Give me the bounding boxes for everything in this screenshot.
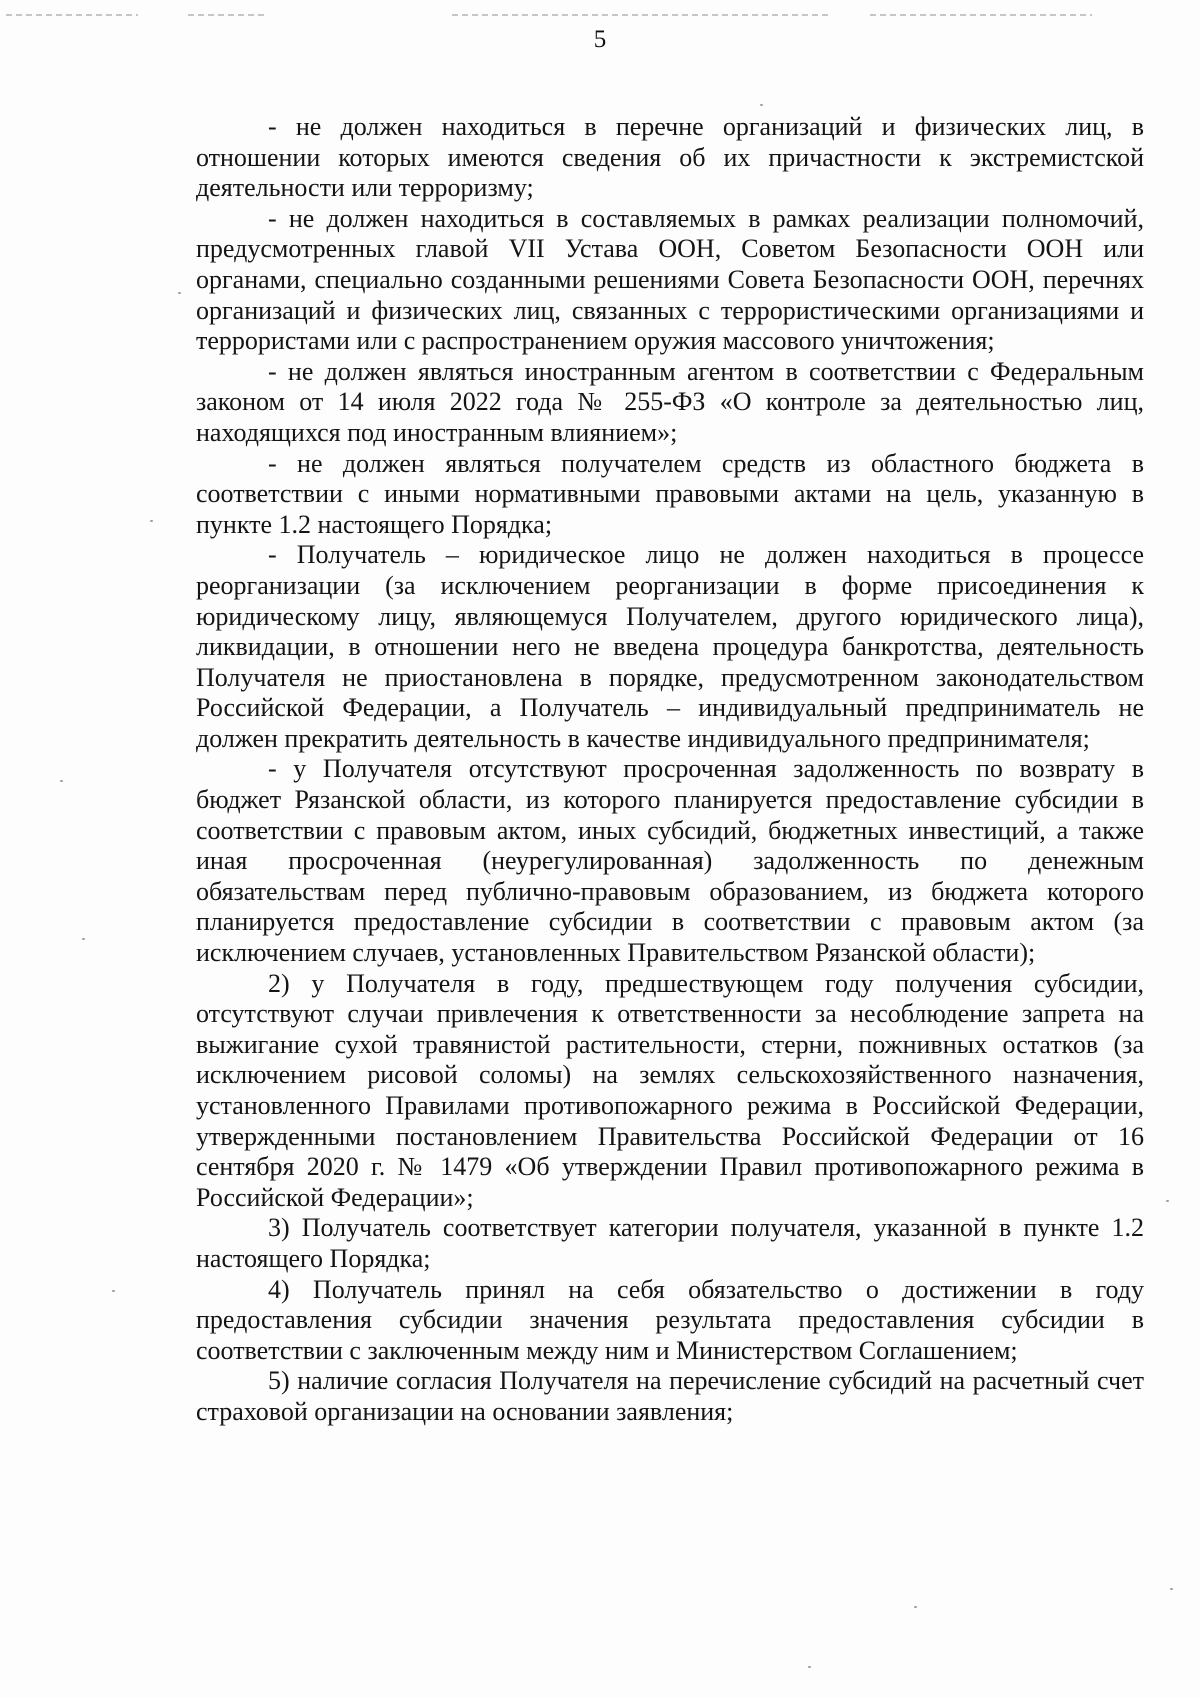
paragraph: - не должен являться иностранным агентом в соответствии с Федеральным законом от 14 июля 2022 года № 255-ФЗ «О контроле за деятельностью лиц, находящихся под иностранным влиянием»; — [196, 356, 1144, 447]
scan-speck — [178, 292, 181, 294]
scan-edge-mark — [6, 14, 138, 16]
scan-speck — [1166, 1200, 1169, 1202]
scan-speck — [150, 520, 153, 522]
paragraph: - у Получателя отсутствуют просроченная задолженность по возврату в бюджет Рязанской области, из которого планируется предоставление субсидии в соответствии с правовым актом, иных субсидий, бюджетных инвестиций, а также иная просроченная (неурегулированная) задолженность по денежным обязательствам перед публично-правовым образованием, из бюджета которого планируется предоставление субсидии в соответствии с правовым актом (за исключением случаев, установленных Правительством Рязанской области); — [196, 754, 1144, 968]
scan-speck — [760, 104, 763, 106]
scan-edge-mark — [452, 14, 832, 16]
paragraph: 2) у Получателя в году, предшествующем году получения субсидии, отсутствуют случаи привлечения к ответственности за несоблюдение запрета на выжигание сухой травянистой растительности, стерни, пожнивных остатков (за исключением рисовой соломы) на землях сельскохозяйственного назначения, установленного Правилами противопожарного режима в Российской Федерации, утвержденными постановлением Правительства Российской Федерации от 16 сентября 2020 г. № 1479 «Об утверждении Правил противопожарного режима в Российской Федерации»; — [196, 968, 1144, 1212]
paragraph: 3) Получатель соответствует категории получателя, указанной в пункте 1.2 настоящего Порядка; — [196, 1213, 1144, 1273]
scan-speck — [914, 1606, 917, 1608]
scan-speck — [82, 938, 85, 940]
scan-speck — [112, 1290, 115, 1292]
paragraph: 5) наличие согласия Получателя на перечисление субсидий на расчетный счет страховой организации на основании заявления; — [196, 1366, 1144, 1426]
paragraph: - Получатель – юридическое лицо не должен находиться в процессе реорганизации (за исключением реорганизации в форме присоединения к юридическому лицу, являющемуся Получателем, другого юридического лица), ликвидации, в отношении него не введена процедура банкротства, деятельность Получателя не приостановлена в порядке, предусмотренном законодательством Российской Федерации, а Получатель – индивидуальный предприниматель не должен прекратить деятельность в качестве индивидуального предпринимателя; — [196, 540, 1144, 753]
document-body — [196, 112, 1144, 1428]
scan-edge-mark — [870, 14, 1092, 16]
scan-speck — [1170, 1588, 1173, 1590]
paragraph: - не должен находиться в перечне организаций и физических лиц, в отношении которых имеются сведения об их причастности к экстремистской деятельности или терроризму; — [196, 112, 1144, 203]
paragraph: - не должен находиться в составляемых в рамках реализации полномочий, предусмотренных главой VII Устава ООН, Советом Безопасности ООН или органами, специально созданными решениями Совета Безопасности ООН, перечнях организаций и физических лиц, связанных с террористическими организациями и террористами или с распространением оружия массового уничтожения; — [196, 203, 1144, 356]
scan-speck — [808, 1666, 811, 1668]
paragraph: - не должен являться получателем средств из областного бюджета в соответствии с иными нормативными правовыми актами на цель, указанную в пункте 1.2 настоящего Порядка; — [196, 448, 1144, 539]
scan-edge-mark — [188, 14, 268, 16]
paragraph: 4) Получатель принял на себя обязательство о достижении в году предоставления субсидии значения результата предоставления субсидии в соответствии с заключенным между ним и Министерством Соглашением; — [196, 1274, 1144, 1365]
scan-speck — [60, 780, 63, 782]
page-number: 5 — [593, 26, 607, 53]
